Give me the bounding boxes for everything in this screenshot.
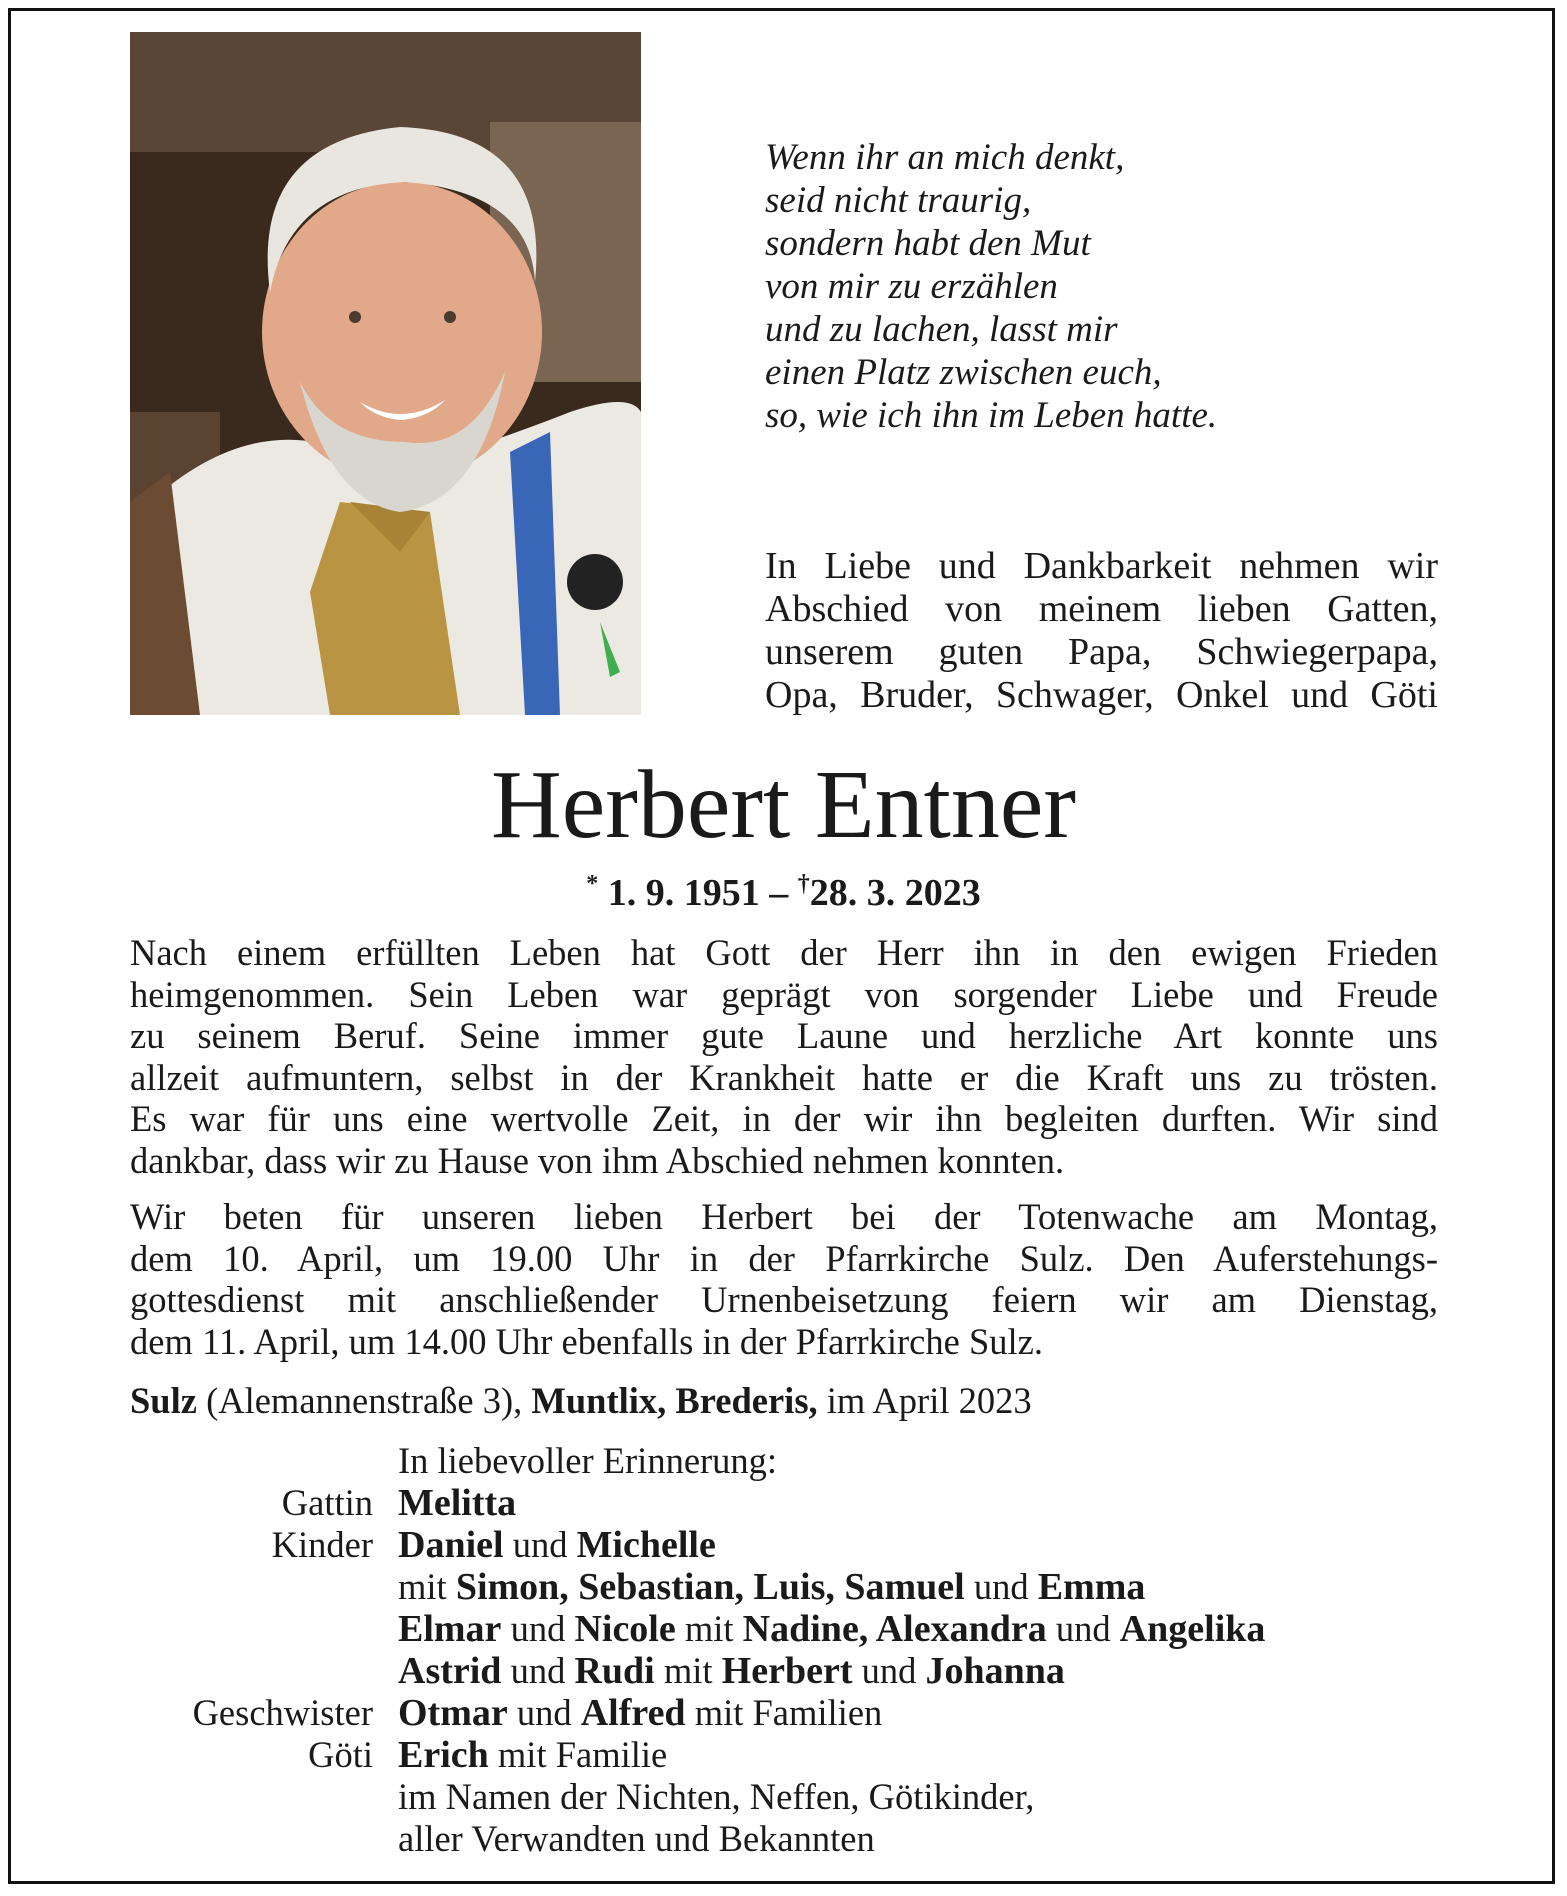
intro-text [765, 545, 1438, 717]
family-label: Kinder [271, 1524, 373, 1565]
paragraph-line: Es war für uns eine wertvolle Zeit, in der wir ihn begleiten durften. Wir sind [130, 1098, 1438, 1139]
paragraph-line: dem 11. April, um 14.00 Uhr ebenfalls in der Pfarrkirche Sulz. [130, 1320, 1043, 1362]
paragraph-line: zu seinem Beruf. Seine immer gute Laune und herzliche Art konnte uns [130, 1015, 1438, 1056]
poem-line: sondern habt den Mut [765, 223, 1091, 264]
family-row [130, 1818, 1460, 1860]
paragraph-line: Wir beten für unseren lieben Herbert bei der Totenwache am Montag, [130, 1196, 1438, 1237]
family-name: Rudi [574, 1650, 655, 1692]
family-label: Gattin [281, 1482, 373, 1523]
poem-line: von mir zu erzählen [765, 266, 1058, 307]
family-row [130, 1566, 1460, 1608]
poem-line: und zu lachen, lasst mir [765, 309, 1118, 350]
connector: mit Familien [685, 1692, 883, 1733]
place-others: Muntlix, Brederis, [531, 1380, 818, 1421]
connector: und [507, 1692, 581, 1733]
family-row [130, 1482, 1460, 1524]
family-name: Simon, Sebastian, Luis, Samuel [455, 1566, 965, 1608]
family-label: Göti [308, 1734, 373, 1775]
poem-line: einen Platz zwischen euch, [765, 352, 1162, 393]
life-dates [0, 862, 1567, 915]
closing-line: im Namen der Nichten, Neffen, Götikinder, [398, 1776, 1035, 1817]
memory-heading: In liebevoller Erinnerung: [398, 1440, 778, 1481]
closing-line: aller Verwandten und Bekannten [398, 1818, 875, 1859]
family-name: Michelle [576, 1524, 716, 1566]
poem [765, 136, 1465, 437]
paragraph-line: dankbar, dass wir zu Hause von ihm Abschied nehmen konnten. [130, 1139, 1065, 1181]
death-date: 28. 3. 2023 [809, 872, 981, 914]
date-separator: – [769, 872, 789, 914]
family-row [130, 1650, 1460, 1692]
connector: mit [398, 1566, 456, 1607]
family-name: Otmar [398, 1692, 508, 1734]
family-row [130, 1524, 1460, 1566]
connector: und [501, 1608, 575, 1649]
place-address: (Alemannenstraße 3), [196, 1380, 532, 1421]
place-date-line [130, 1380, 1032, 1422]
family-name: Melitta [398, 1482, 517, 1524]
family-row [130, 1776, 1460, 1818]
family-list [130, 1482, 1460, 1860]
family-row [130, 1734, 1460, 1776]
family-name: Nadine, Alexandra [742, 1608, 1047, 1650]
connector: und [501, 1650, 575, 1691]
paragraph-life [130, 932, 1438, 1181]
family-label: Geschwister [192, 1692, 373, 1733]
family-name: Astrid [398, 1650, 502, 1692]
family-name: Erich [398, 1734, 489, 1776]
birth-symbol: * [586, 871, 599, 897]
place-date: im April 2023 [817, 1380, 1032, 1421]
paragraph-line: heimgenommen. Sein Leben war geprägt von sorgender Liebe und Freude [130, 973, 1438, 1015]
family-row [130, 1608, 1460, 1650]
connector: und [1046, 1608, 1120, 1649]
family-name: Daniel [398, 1524, 504, 1566]
family-name: Johanna [925, 1650, 1065, 1692]
paragraph-line: Nach einem erfüllten Leben hat Gott der Herr ihn in den ewigen Frieden [130, 932, 1438, 973]
death-symbol: † [797, 871, 810, 897]
poem-line: so, wie ich ihn im Leben hatte. [765, 395, 1218, 436]
connector: und [852, 1650, 926, 1691]
intro-line: Abschied von meinem lieben Gatten, [765, 588, 1438, 630]
paragraph-line: gottesdienst mit anschließender Urnenbeisetzung feiern wir am Dienstag, [130, 1279, 1438, 1320]
portrait-illustration [130, 32, 641, 715]
birth-date: 1. 9. 1951 [607, 872, 760, 914]
paragraph-line: dem 10. April, um 19.00 Uhr in der Pfarrkirche Sulz. Den Auferstehungs- [130, 1237, 1438, 1279]
family-name: Nicole [574, 1608, 676, 1650]
deceased-name: Herbert Entner [491, 751, 1076, 859]
family-name: Emma [1037, 1566, 1146, 1608]
poem-line: Wenn ihr an mich denkt, [765, 137, 1125, 178]
family-name: Herbert [721, 1650, 853, 1692]
intro-line: unserem guten Papa, Schwiegerpapa, [765, 631, 1438, 673]
connector: und [503, 1524, 577, 1565]
connector: mit [654, 1650, 722, 1691]
family-name: Alfred [580, 1692, 686, 1734]
intro-line: Opa, Bruder, Schwager, Onkel und Göti [765, 674, 1438, 716]
family-name: Elmar [398, 1608, 502, 1650]
family-name: Angelika [1119, 1608, 1266, 1650]
place-town: Sulz [130, 1380, 197, 1421]
connector: und [964, 1566, 1038, 1607]
connector: mit [675, 1608, 743, 1649]
paragraph-service [130, 1196, 1438, 1362]
paragraph-line: allzeit aufmuntern, selbst in der Krankheit hatte er die Kraft uns zu trösten. [130, 1056, 1438, 1098]
intro-line: In Liebe und Dankbarkeit nehmen wir [765, 545, 1438, 587]
portrait-photo [130, 32, 641, 715]
connector: mit Familie [488, 1734, 668, 1775]
family-row [130, 1692, 1460, 1734]
poem-line: seid nicht traurig, [765, 180, 1032, 221]
